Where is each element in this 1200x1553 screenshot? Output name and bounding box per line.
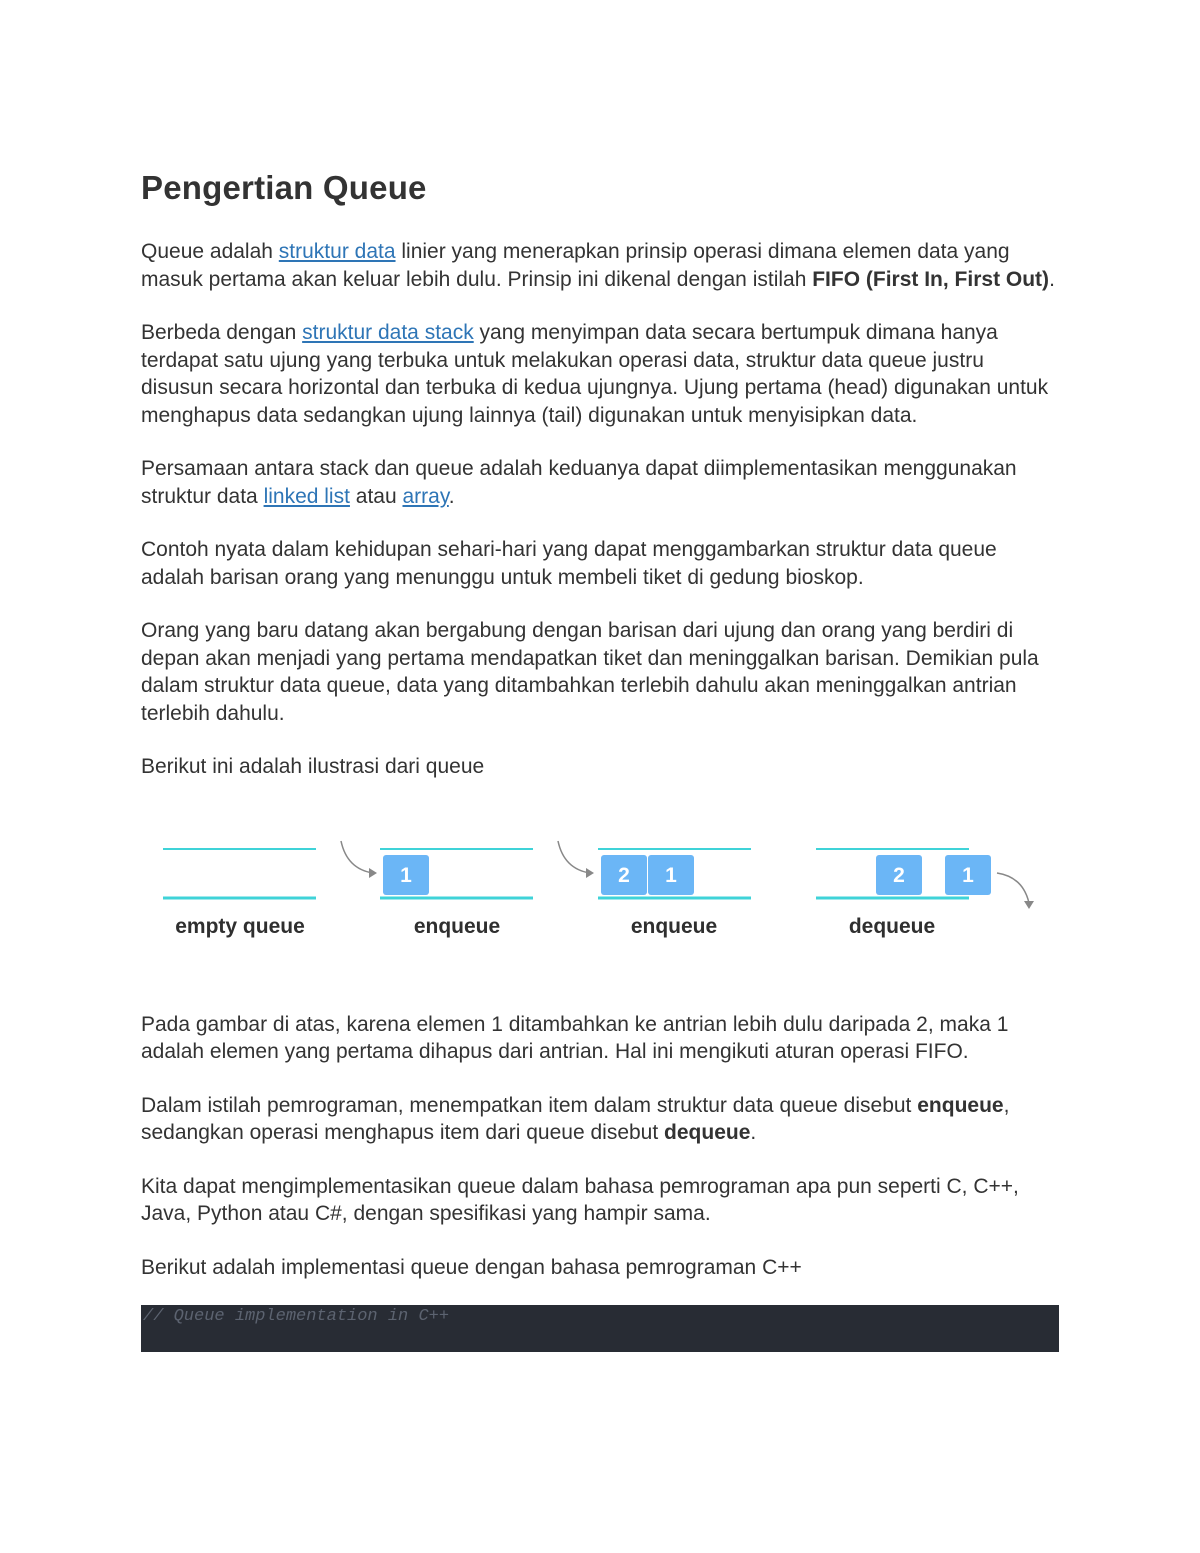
paragraph-definition: Queue adalah struktur data linier yang menerapkan prinsip operasi dimana elemen data yang masuk pertama akan keluar lebih dulu. Prinsip ini dikenal dengan istilah FIFO (First In, First Out). [141,240,1055,291]
document-page [141,160,1059,1352]
arrow-in-icon [341,841,373,873]
panel-label: enqueue [413,914,501,938]
panel-empty-queue [163,849,316,938]
queue-illustration [141,821,1059,971]
queue-item-label: 2 [618,863,630,887]
panel-label: dequeue [848,914,936,938]
code-comment: // Queue implementation in C++ [143,1307,450,1326]
paragraph-implementation-intro: Berikut adalah implementasi queue dengan bahasa pemrograman C++ [141,1255,802,1279]
page-title: Pengertian Queue [141,169,427,206]
code-block [141,1305,1059,1352]
link-struktur-data[interactable]: struktur data [278,240,396,263]
paragraph-illustration-intro: Berikut ini adalah ilustrasi dari queue [141,755,485,778]
enqueue-term: enqueue [917,1093,1004,1117]
fifo-term: FIFO (First In, First Out) [812,267,1050,291]
link-array[interactable]: array [402,484,449,508]
dequeue-term: dequeue [664,1121,751,1144]
panel-label: enqueue [630,914,718,938]
panel-label: empty queue [175,914,305,938]
arrow-head [369,868,377,878]
paragraph-similarity: Persamaan antara stack dan queue adalah keduanya dapat diimplementasikan menggunakan struktur data linked list atau array. [141,457,1017,508]
paragraph-example-detail: Orang yang baru datang akan bergabung dengan barisan dari ujung dan orang yang berdiri di depan akan menjadi yang pertama mendapatkan tiket dan meninggalkan barisan. Demikian pula dalam struktur data queue, data yang ditambahkan terlebih dahulu akan meninggalkan antrian terlebih dahulu. [141,619,1039,725]
paragraph-terms: Dalam istilah pemrograman, menempatkan item dalam struktur data queue disebut enqueue, sedangkan operasi menghapus item dari queue disebut dequeue. [141,1093,1010,1144]
paragraph-languages: Kita dapat mengimplementasikan queue dalam bahasa pemrograman apa pun seperti C, C++, Java, Python atau C#, dengan spesifikasi yang hampir sama. [141,1174,1019,1225]
queue-illustration-svg [141,821,1059,971]
arrow-head [586,868,594,878]
paragraph-stack-comparison: Berbeda dengan struktur data stack yang menyimpan data secara bertumpuk dimana hanya terdapat satu ujung yang terbuka untuk melakukan operasi data, struktur data queue justru disusun secara horizontal dan terbuka di kedua ujungnya. Ujung pertama (head) digunakan untuk menghapus data sedangkan ujung lainnya (tail) digunakan untuk menyisipkan data. [141,321,1049,427]
panel-enqueue-2 [558,841,751,938]
panel-enqueue-1 [341,841,533,938]
paragraph-illustration-explain: Pada gambar di atas, karena elemen 1 ditambahkan ke antrian lebih dulu daripada 2, maka 1 adalah elemen yang pertama dihapus dari antrian. Hal ini mengikuti aturan operasi FIFO. [141,1012,1009,1063]
queue-item-label: 1 [665,863,677,887]
queue-item-label: 2 [893,863,905,887]
paragraph-example: Contoh nyata dalam kehidupan sehari-hari yang dapat menggambarkan struktur data queue adalah barisan orang yang menunggu untuk membeli tiket di gedung bioskop. [141,538,997,589]
arrow-head [1024,901,1034,909]
link-linked-list[interactable]: linked list [263,484,350,508]
arrow-out-icon [997,873,1029,903]
arrow-in-icon [558,841,590,873]
queue-item-label: 1 [962,863,974,887]
link-struktur-data-stack[interactable]: struktur data stack [302,321,474,344]
queue-item-label: 1 [400,863,412,887]
panel-dequeue [816,849,1034,938]
